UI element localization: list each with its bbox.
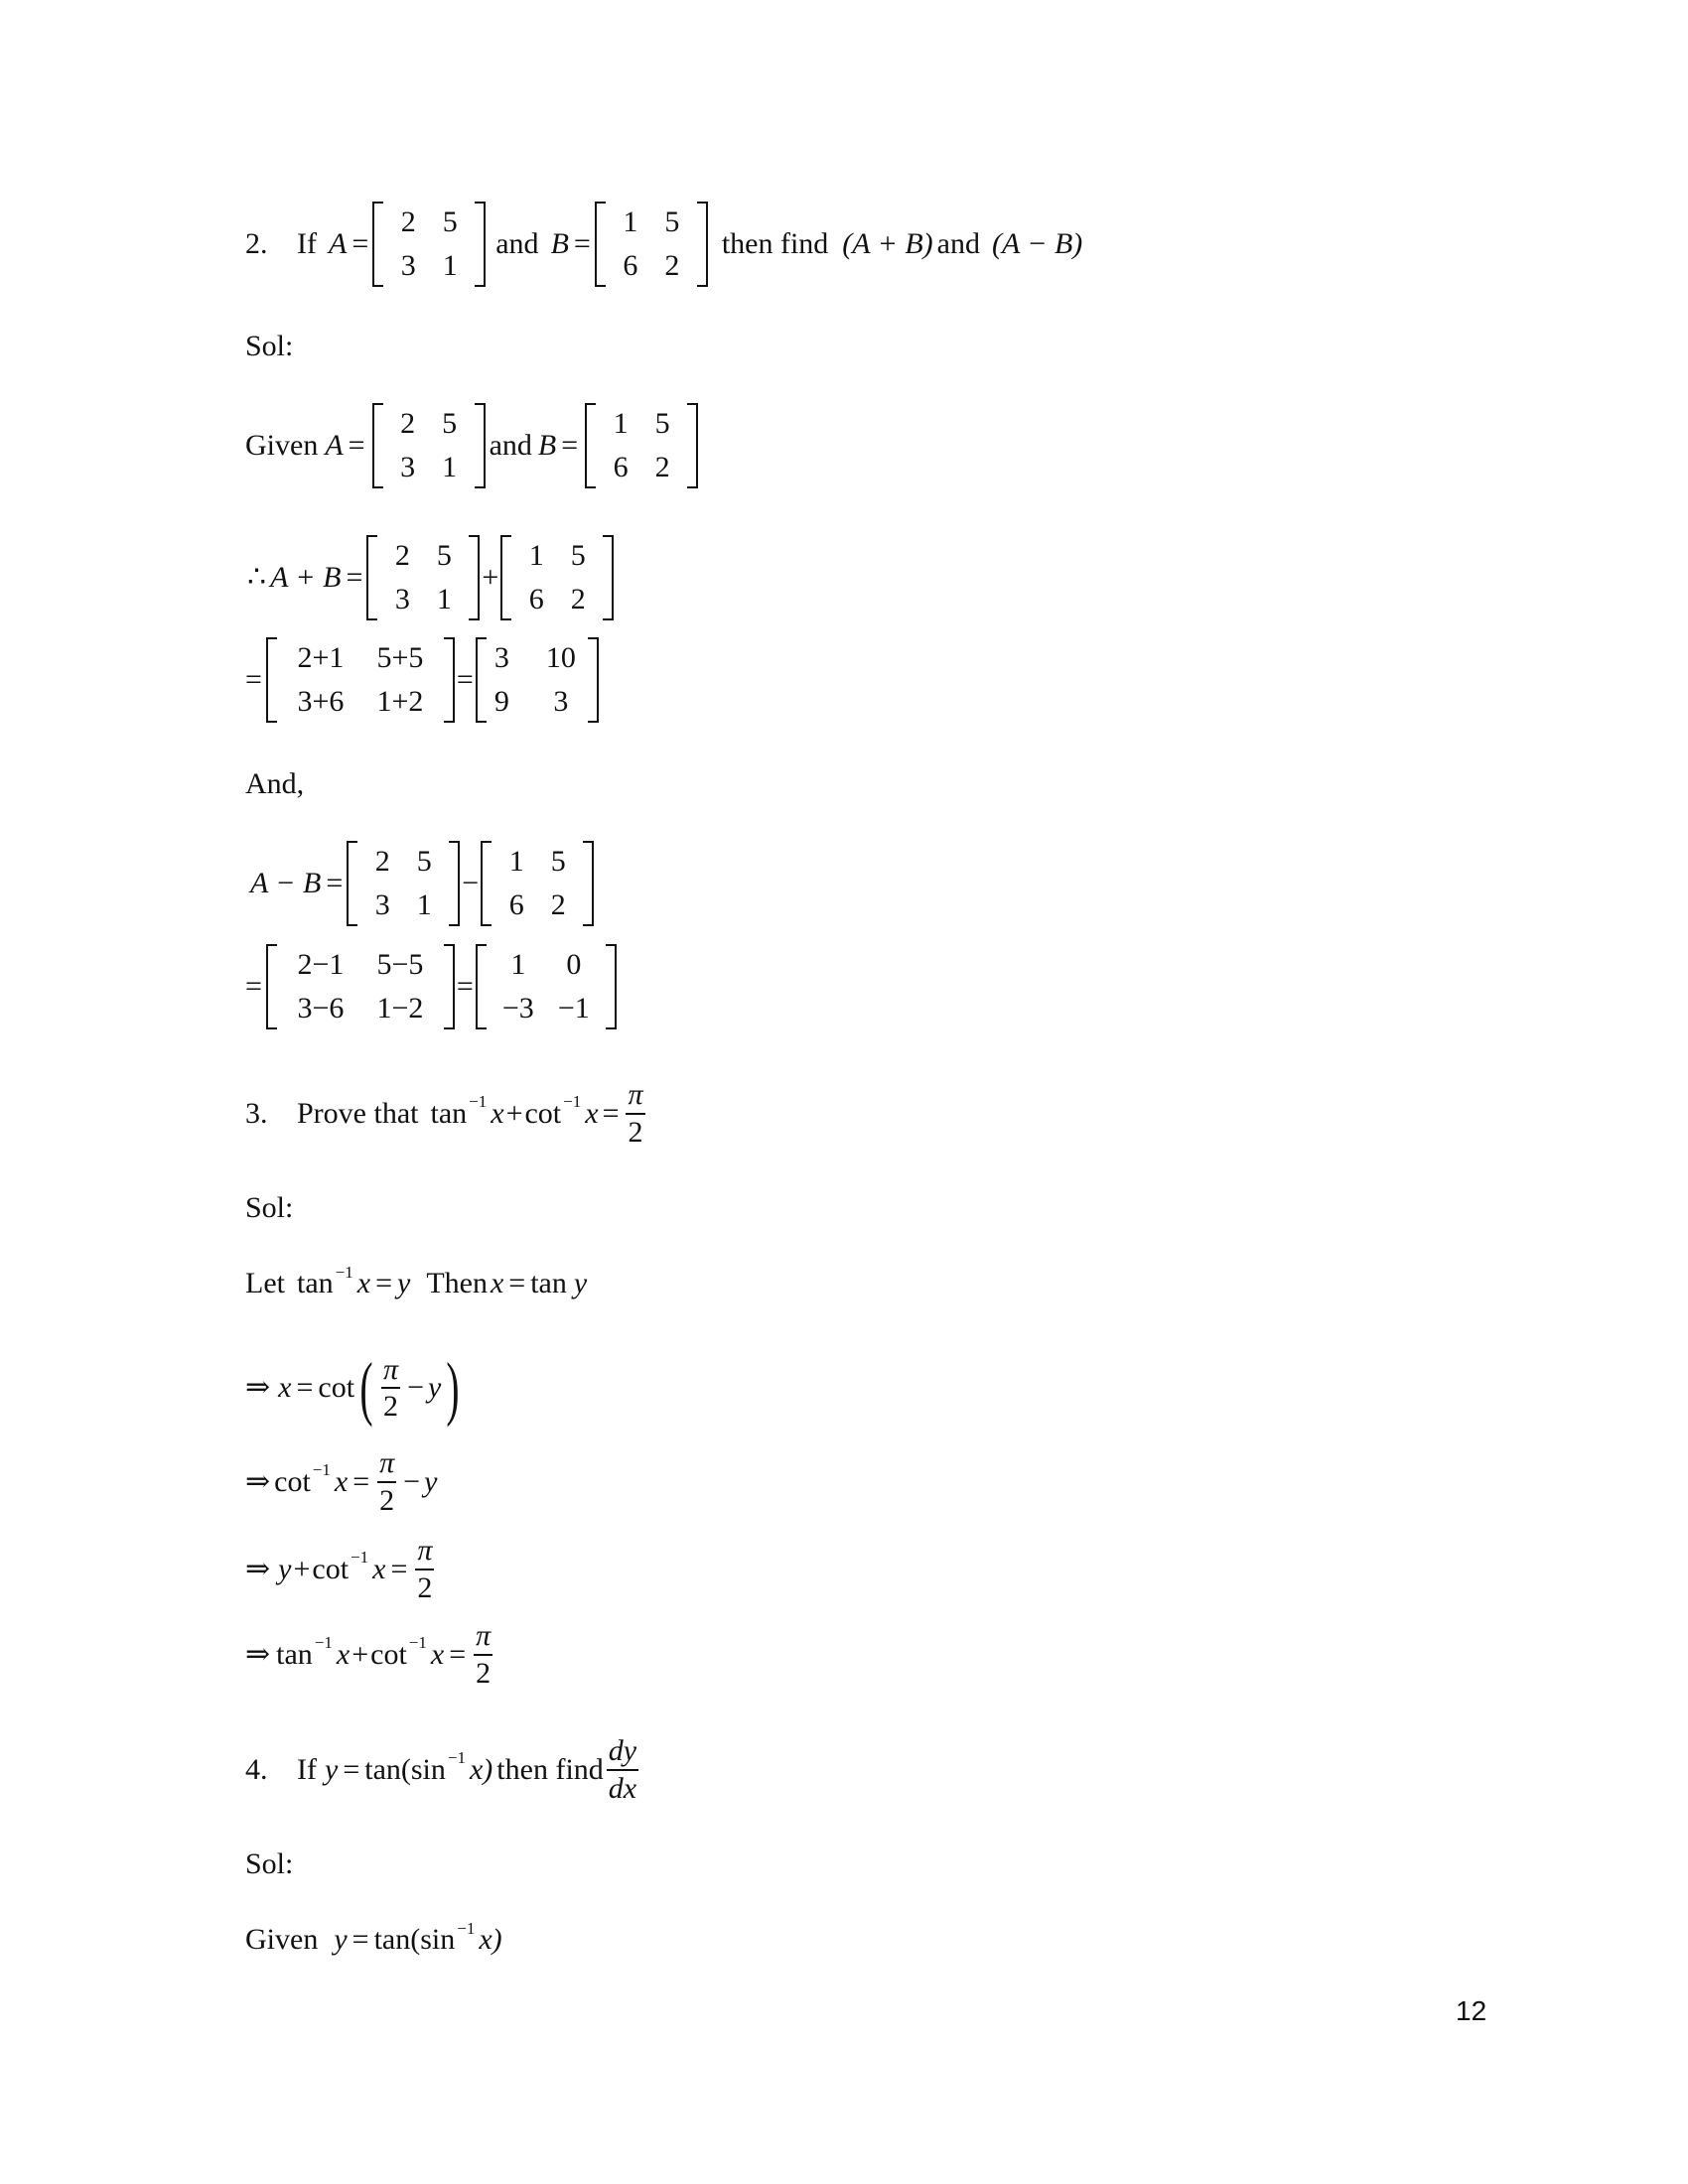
right-paren: ) xyxy=(446,1348,460,1428)
sol-text: Sol: xyxy=(245,1847,294,1880)
step-3 xyxy=(245,1535,437,1603)
equals: = xyxy=(348,429,365,462)
fraction-pi-over-2: $\frac{\pi}{2}$ xyxy=(476,1619,492,1690)
then-find-text: then find xyxy=(496,1752,604,1786)
fraction-pi-over-2: $\frac{\pi}{2}$ xyxy=(383,1352,399,1423)
if-text: If xyxy=(297,1752,317,1786)
fraction-pi-over-2: $\frac{\pi}{2}$ xyxy=(379,1446,395,1517)
step-2 xyxy=(245,1447,437,1516)
left-paren: ( xyxy=(359,1348,373,1428)
tan-fn: tan xyxy=(530,1267,567,1299)
question-2 xyxy=(245,202,1082,287)
equals: = xyxy=(456,663,474,696)
diff-result-line xyxy=(245,944,619,1029)
equals: = xyxy=(352,227,369,260)
inverse-superscript: −1 xyxy=(335,1262,353,1282)
equals: = xyxy=(602,1096,620,1130)
tan-fn: tan xyxy=(276,1637,313,1671)
var-x: x xyxy=(490,1267,504,1299)
given-q4 xyxy=(245,1918,502,1956)
sum-line xyxy=(247,535,616,620)
var-a: A xyxy=(325,429,344,462)
matrix-a: 2 5 3 1 xyxy=(366,535,480,620)
equals: = xyxy=(346,561,363,594)
question-number: 4. xyxy=(245,1752,268,1786)
tan-fn: tan xyxy=(430,1096,468,1130)
equals: = xyxy=(390,1552,408,1585)
minus-sign: − xyxy=(403,1464,421,1498)
matrix-b: 1 5 6 2 xyxy=(481,841,594,926)
var-x: x xyxy=(491,1096,504,1130)
implies-arrow: ⇒ xyxy=(245,1552,271,1585)
a-plus-b: (A + B) xyxy=(842,227,933,260)
matrix-sum-expanded: 2+1 5+5 3+6 1+2 xyxy=(266,637,455,723)
var-y: y xyxy=(324,1752,339,1786)
inverse-superscript: −1 xyxy=(469,1092,488,1111)
inverse-superscript: −1 xyxy=(314,1633,333,1652)
step-1 xyxy=(245,1348,465,1428)
then-find-text: then find xyxy=(721,227,829,260)
sol-label xyxy=(245,1849,293,1879)
implies-arrow: ⇒ xyxy=(245,1371,271,1404)
equals: = xyxy=(561,429,579,462)
and-label xyxy=(245,769,304,799)
plus-sign: + xyxy=(482,561,499,594)
page-number: 12 xyxy=(1456,1995,1487,2026)
equals: = xyxy=(352,1464,370,1498)
var-x: x xyxy=(356,1267,371,1299)
equals: = xyxy=(375,1267,392,1299)
tan-sin-expr: tan(sin xyxy=(364,1752,446,1786)
equals: = xyxy=(573,227,591,260)
var-y: y xyxy=(278,1552,292,1585)
let-text: Let xyxy=(245,1267,285,1299)
a-minus-b: (A − B) xyxy=(991,227,1083,260)
var-y: y xyxy=(424,1464,438,1498)
sol-text: Sol: xyxy=(245,330,294,362)
equals: = xyxy=(508,1267,526,1299)
sum-lhs: A + B xyxy=(270,561,342,594)
question-4 xyxy=(245,1735,641,1804)
equals: = xyxy=(296,1371,314,1404)
and-text: and xyxy=(489,429,532,462)
inverse-superscript: −1 xyxy=(351,1548,369,1567)
var-x: x xyxy=(336,1637,351,1671)
sol-label xyxy=(245,1193,293,1223)
inverse-superscript: −1 xyxy=(563,1092,582,1111)
tan-sin-expr: tan(sin xyxy=(373,1923,456,1956)
equals: = xyxy=(245,663,262,696)
equals: = xyxy=(343,1752,360,1786)
equals: = xyxy=(352,1923,369,1956)
matrix-b: 1 5 6 2 xyxy=(500,535,614,620)
and-text: and xyxy=(936,227,980,260)
sol-label xyxy=(245,332,293,361)
parenthesized-expr xyxy=(354,1348,465,1428)
step-4 xyxy=(245,1620,495,1689)
inverse-superscript: −1 xyxy=(447,1748,466,1767)
equals: = xyxy=(449,1637,467,1671)
given-line xyxy=(245,403,700,488)
then-text: Then xyxy=(426,1267,488,1299)
var-x: x xyxy=(334,1464,349,1498)
var-x: x xyxy=(585,1096,599,1130)
var-x: x xyxy=(278,1371,292,1404)
plus-sign: + xyxy=(352,1637,369,1671)
var-y: y xyxy=(334,1923,348,1956)
fraction-dy-dx: $\frac{dy}{dx}$ xyxy=(608,1734,637,1805)
implies-arrow: ⇒ xyxy=(245,1637,271,1671)
cot-fn: cot xyxy=(524,1096,562,1130)
sol-text: Sol: xyxy=(245,1191,294,1224)
cot-fn: cot xyxy=(370,1637,407,1671)
var-a: A xyxy=(328,227,348,260)
question-3 xyxy=(245,1079,648,1148)
let-line xyxy=(245,1262,588,1299)
question-number: 3. xyxy=(245,1096,268,1130)
given-text: Given xyxy=(245,429,319,462)
plus-sign: + xyxy=(293,1552,311,1585)
fraction-pi-over-2: $\frac{\pi}{2}$ xyxy=(628,1078,643,1149)
var-x: x xyxy=(430,1637,445,1671)
cot-fn: cot xyxy=(274,1464,311,1498)
matrix-diff-expanded: 2−1 5−5 3−6 1−2 xyxy=(266,944,455,1029)
diff-lhs: A − B xyxy=(250,867,322,899)
minus-sign: − xyxy=(462,867,480,899)
equals: = xyxy=(326,867,344,899)
x-close-paren: x) xyxy=(469,1752,493,1786)
fraction-pi-over-2: $\frac{\pi}{2}$ xyxy=(417,1534,433,1604)
var-b: B xyxy=(537,429,557,462)
sum-result-line xyxy=(245,637,601,723)
therefore-symbol: ∴ xyxy=(247,561,267,594)
var-y: y xyxy=(427,1371,442,1404)
inverse-superscript: −1 xyxy=(312,1460,331,1479)
inverse-superscript: −1 xyxy=(457,1918,476,1938)
var-y: y xyxy=(396,1267,411,1299)
question-number: 2. xyxy=(245,227,268,260)
matrix-diff-result: 1 0 −3 −1 xyxy=(476,944,617,1029)
matrix-b: 1 5 6 2 xyxy=(585,403,698,488)
var-y: y xyxy=(573,1267,588,1299)
matrix-b: 1 5 6 2 xyxy=(595,202,708,287)
diff-line xyxy=(250,841,596,926)
matrix-a: 2 5 3 1 xyxy=(372,403,486,488)
matrix-a: 2 5 3 1 xyxy=(347,841,460,926)
given-text: Given xyxy=(245,1923,319,1956)
equals: = xyxy=(456,970,474,1003)
inverse-superscript: −1 xyxy=(408,1633,427,1652)
plus-sign: + xyxy=(505,1096,523,1130)
implies-arrow: ⇒ xyxy=(245,1464,271,1498)
prove-that-text: Prove that xyxy=(297,1096,419,1130)
and-text: and xyxy=(495,227,539,260)
minus-sign: − xyxy=(407,1371,424,1404)
matrix-sum-result: 3 10 9 3 xyxy=(476,637,599,723)
equals: = xyxy=(245,970,262,1003)
cot-fn: cot xyxy=(318,1371,355,1404)
var-b: B xyxy=(550,227,569,260)
tan-fn: tan xyxy=(296,1267,334,1299)
if-text: If xyxy=(297,227,317,260)
matrix-a: 2 5 3 1 xyxy=(372,202,486,287)
x-close-paren: x) xyxy=(479,1923,502,1956)
cot-fn: cot xyxy=(312,1552,350,1585)
and-text: And, xyxy=(245,767,305,800)
var-x: x xyxy=(372,1552,386,1585)
